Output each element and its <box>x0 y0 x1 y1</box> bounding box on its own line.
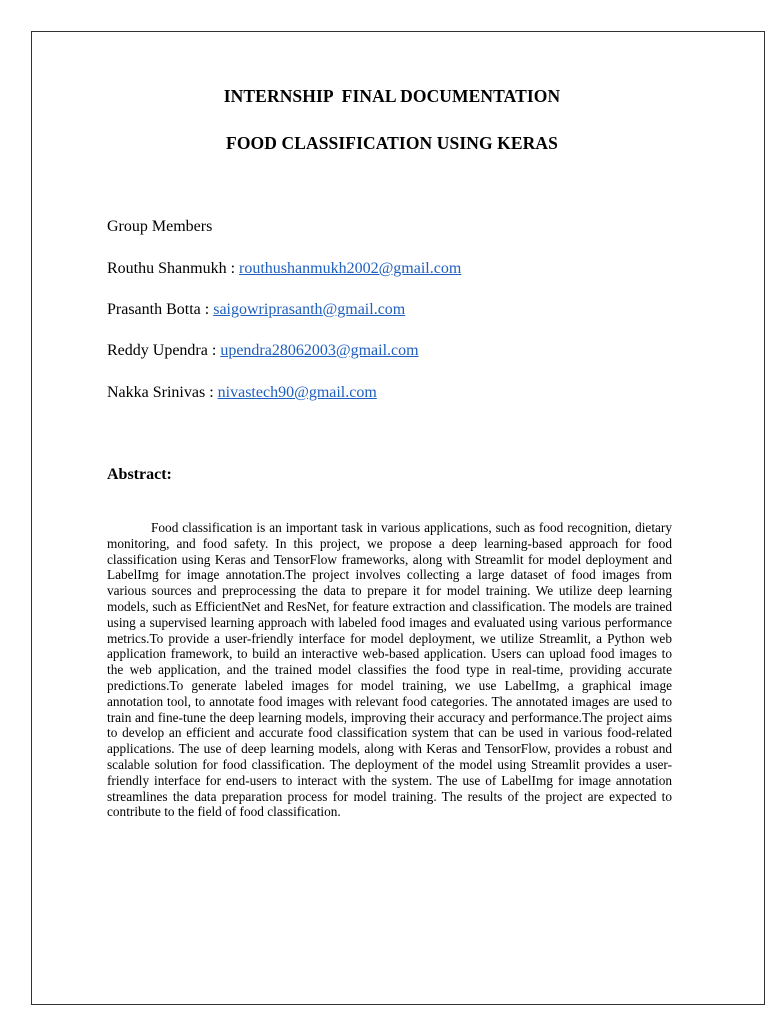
member-name: Prasanth Botta : <box>107 301 214 318</box>
page-border <box>31 31 765 1005</box>
document-subtitle: FOOD CLASSIFICATION USING KERAS <box>226 133 558 153</box>
member-row <box>107 301 405 319</box>
member-name: Nakka Srinivas : <box>107 384 218 401</box>
group-members-heading: Group Members <box>107 218 213 235</box>
member-name: Routhu Shanmukh : <box>107 260 240 277</box>
abstract-paragraph: Food classification is an important task in various applications, such as food recognition, dietary monitoring, and food safety. In this project, we propose a deep learning-based approach for food classification using Keras and TensorFlow frameworks, along with Streamlit for model deployment and LabelImg for image annotation.The project involves collecting a large dataset of food images from various sources and preprocessing the data to prepare it for model training. We utilize deep learning models, such as EfficientNet and ResNet, for feature extraction and classification. The models are trained using a supervised learning approach with labeled food images and evaluated using various performance metrics.To provide a user-friendly interface for model deployment, we utilize Streamlit, a Python web application framework, to build an interactive web-based application. Users can upload food images to the web application, and the trained model classifies the food type in real-time, providing accurate predictions.To generate labeled images for model training, we use LabelImg, a graphical image annotation tool, to annotate food images with relevant food categories. The annotated images are used to train and fine-tune the deep learning models, improving their accuracy and performance.The project aims to develop an efficient and accurate food classification system that can be used in various food-related applications. The use of deep learning models, along with Keras and TensorFlow, provides a robust and scalable solution for food classification. The deployment of the model using Streamlit provides a user-friendly interface for end-users to interact with the system. The use of LabelImg for image annotation streamlines the data preparation process for model training. The results of the project are expected to contribute to the field of food classification. <box>107 520 672 820</box>
document-title: INTERNSHIP FINAL DOCUMENTATION <box>223 86 561 106</box>
member-email-link[interactable]: routhushanmukh2002@gmail.com <box>239 260 462 277</box>
member-row <box>107 342 419 360</box>
member-email-link[interactable]: nivastech90@gmail.com <box>217 384 377 401</box>
member-row <box>107 260 461 278</box>
member-email-link[interactable]: saigowriprasanth@gmail.com <box>213 301 406 318</box>
member-email-link[interactable]: upendra28062003@gmail.com <box>220 342 419 359</box>
member-row <box>107 384 377 402</box>
abstract-heading: Abstract: <box>107 466 172 483</box>
member-name: Reddy Upendra : <box>107 342 221 359</box>
